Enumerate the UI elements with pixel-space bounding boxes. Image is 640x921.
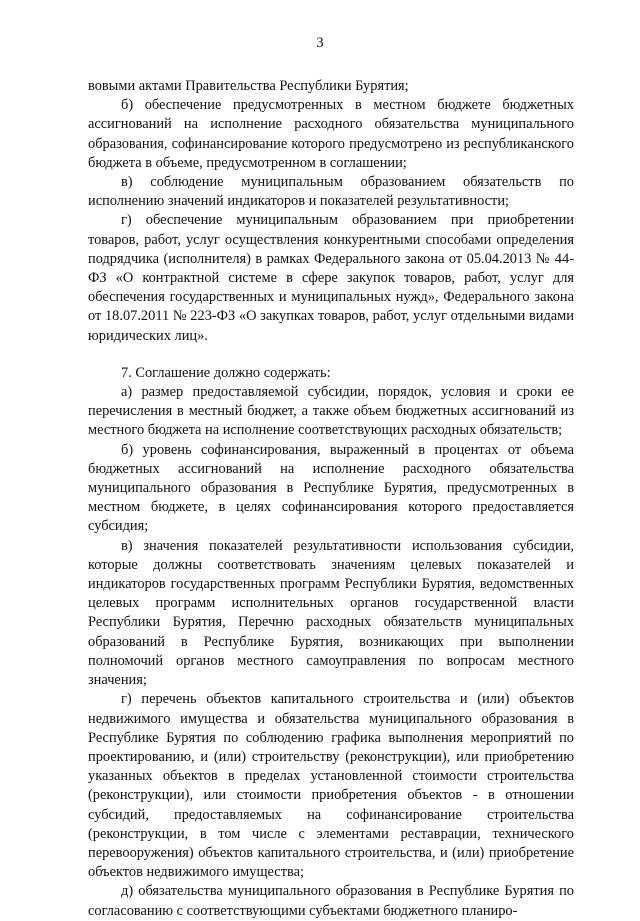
paragraph-item-a-subsidy-amount: а) размер предоставляемой субсидии, порядок, условия и сроки ее перечисления в местный бюджет, а также объем бюджетных ассигнований из местного бюджета на исполнение соответствующих расходных обязательств; bbox=[88, 384, 574, 439]
paragraph-item-g-capital-objects: г) перечень объектов капитального строительства и (или) объектов недвижимого имущества и обязательства муниципального образования в Республике Бурятия по соблюдению графика выполнения мероприятий по проектированию, и (или) строительству (реконструкции), или приобретению указанных объектов в пределах установленной стоимости строительства (реконструкции), или стоимости приобретения объектов - в отношении субсидий, предоставляемых на софинансирование строительства (реконструкции, в том числе с элементами реставрации, технического перевооружения) объектов капитального строительства, и (или) приобретение объектов недвижимого имущества; bbox=[88, 691, 574, 881]
paragraph-item-v-performance-indicators: в) значения показателей результативности использования субсидии, которые должны соответствовать значениям целевых показателей и индикаторов государственных программ Республики Бурятия, ведомственных целевых программ исполнительных органов государственной власти Республики Бурятия, Перечню расходных обязательств муниципальных образований в Республике Бурятия, возникающих при выполнении полномочий органов местного самоуправления по вопросам местного значения; bbox=[88, 537, 574, 689]
paragraph-item-b-cofinancing-level: б) уровень софинансирования, выраженный в процентах от объема бюджетных ассигнований на исполнение расходного обязательства муниципального образования в Республике Бурятия, предусмотренных в местном бюджете, в целях софинансирования которого предоставляется субсидия; bbox=[88, 441, 574, 535]
page-number: 3 bbox=[316, 35, 324, 51]
paragraph-item-v-indicators: в) соблюдение муниципальным образованием обязательств по исполнению значений индикаторов и показателей результативности; bbox=[88, 174, 574, 210]
paragraph-section-7-heading: 7. Соглашение должно содержать: bbox=[121, 364, 331, 381]
paragraph-continuation: вовыми актами Правительства Республики Бурятия; bbox=[88, 78, 409, 94]
paragraph-item-b-budget-allocations: б) обеспечение предусмотренных в местном бюджете бюджетных ассигнований на исполнение расходного обязательства муниципального образования, софинансирование которого предусмотрено из республиканского бюджета в объеме, предусмотренном в соглашении; bbox=[88, 97, 574, 171]
paragraph-item-g-procurement: г) обеспечение муниципальным образованием при приобретении товаров, работ, услуг осуществления конкурентными способами определения подрядчика (исполнителя) в рамках Федерального закона от 05.04.2013 № 44-ФЗ «О контрактной системе в сфере закупок товаров, работ, услуг для обеспечения государственных и муниципальных нужд», Федерального закона от 18.07.2011 № 223-ФЗ «О закупках товаров, работ, услуг отдельными видами юридических лиц». bbox=[88, 212, 574, 344]
document-body bbox=[88, 77, 574, 921]
paragraph-item-d-obligations: д) обязательства муниципального образования в Республике Бурятия по согласованию с соответствующими субъектами бюджетного планиро- bbox=[88, 883, 574, 919]
